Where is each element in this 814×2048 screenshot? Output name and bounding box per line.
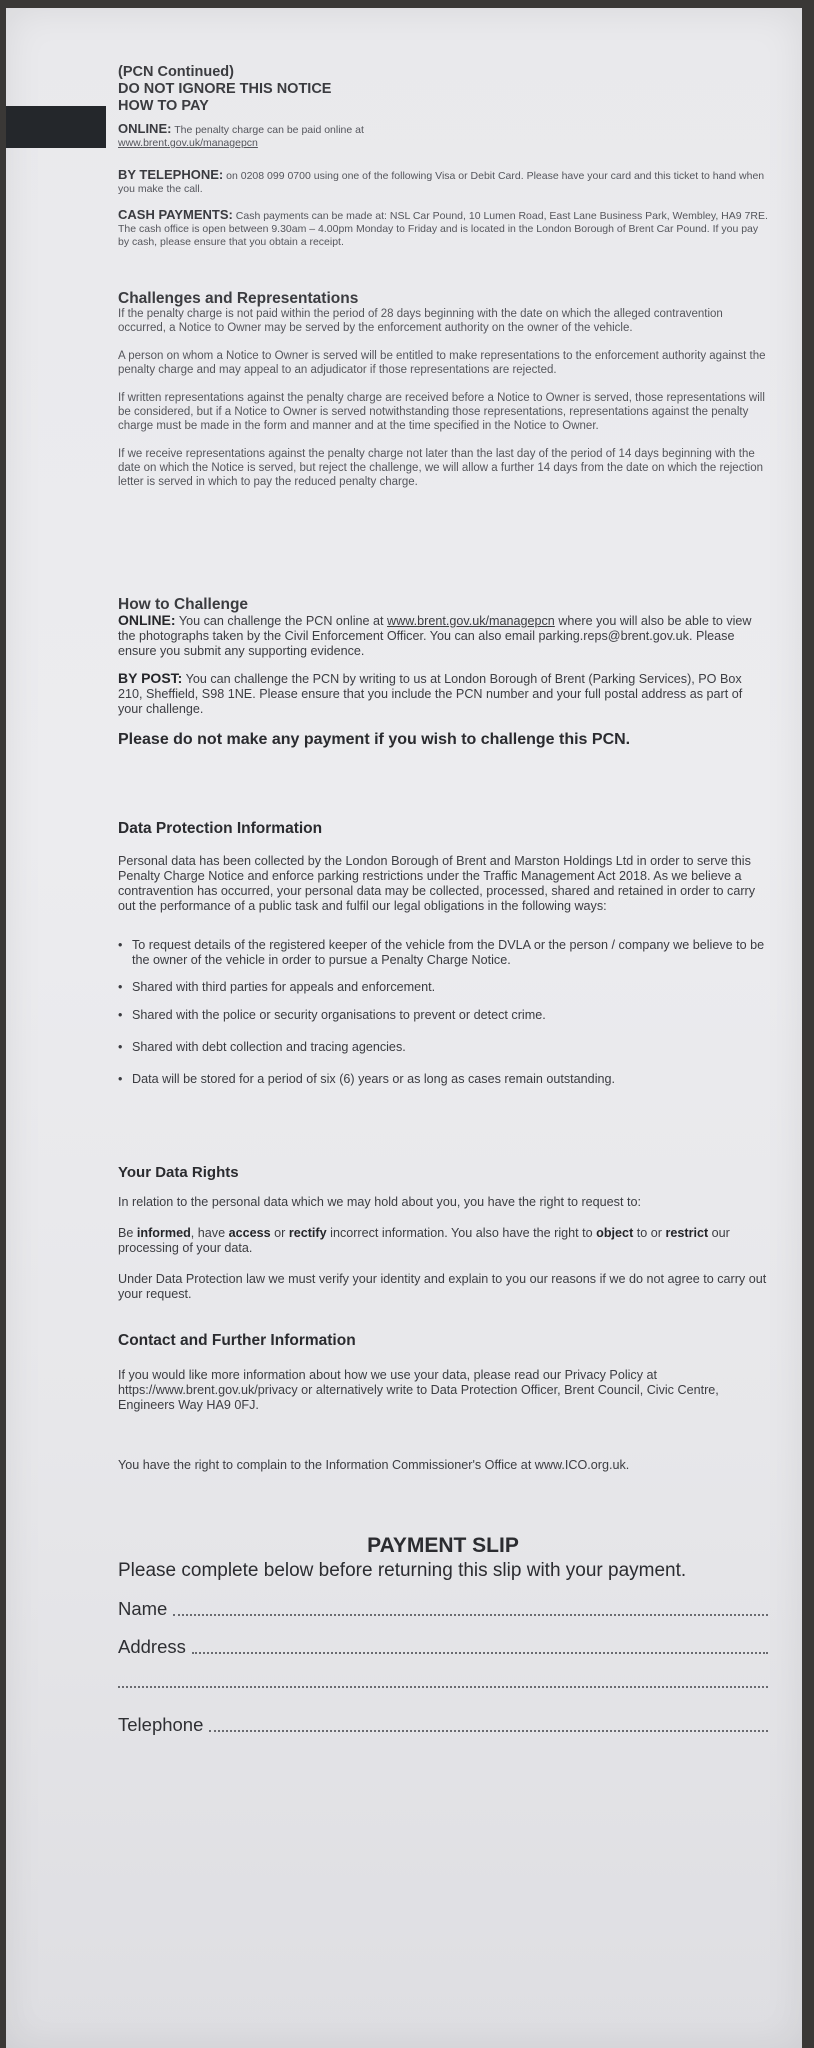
contact-section: [118, 1332, 768, 1413]
rights-text: our processing of your data.: [118, 1226, 730, 1255]
rights-text: or: [270, 1226, 289, 1240]
challenge-online-label: ONLINE:: [118, 612, 176, 628]
telephone-field[interactable]: [118, 1714, 768, 1736]
challenge-post-label: BY POST:: [118, 670, 183, 686]
online-label: ONLINE:: [118, 121, 172, 136]
contact-heading: Contact and Further Information: [118, 1332, 356, 1349]
no-payment-warning: Please do not make any payment if you wish to challenge this PCN.: [118, 731, 631, 748]
online-payment: [118, 122, 558, 150]
how-to-challenge-section: [118, 596, 768, 749]
rights-access: access: [228, 1226, 271, 1240]
ico-text: You have the right to complain to the Information Commissioner's Office at www.ICO.org.uk.: [118, 1458, 630, 1472]
challenge-online-text-2: where you will also be able to view the photographs taken by the Civil Enforcement Officer. You can also email parking.reps@brent.gov.uk. Please ensure you submit any supporting evidence.: [118, 614, 752, 658]
list-item: • Data will be stored for a period of six (6) years or as long as cases remain outstanding.: [118, 1072, 768, 1087]
address-field[interactable]: [118, 1636, 768, 1658]
rights-restrict: restrict: [665, 1226, 709, 1240]
rights-object: object: [596, 1226, 634, 1240]
do-not-ignore-heading: DO NOT IGNORE THIS NOTICE: [118, 81, 332, 97]
rights-text: Be: [118, 1226, 137, 1240]
ico-notice: [118, 1458, 768, 1473]
challenge-online: [118, 613, 768, 659]
challenges-heading: Challenges and Representations: [118, 290, 359, 307]
data-protection-heading: Data Protection Information: [118, 820, 323, 837]
rights-text: , have: [190, 1226, 229, 1240]
telephone-label: Telephone: [118, 1714, 204, 1735]
challenge-online-url[interactable]: www.brent.gov.uk/managepcn: [387, 614, 555, 628]
telephone-line[interactable]: [209, 1718, 768, 1732]
rights-informed: informed: [136, 1226, 191, 1240]
data-rights-section: [118, 1164, 768, 1302]
address-line[interactable]: [192, 1640, 768, 1654]
data-protection-section: [118, 820, 768, 1087]
challenges-p4: If we receive representations against the penalty charge not later than the last day of the period of 14 days beginning with the date on which the Notice is served, but reject the challenge, we will allow a further 14 days from the date on which the rejection letter is served in which to pay the reduced penalty charge.: [118, 448, 763, 488]
rights-text: incorrect information. You also have the right to: [326, 1226, 597, 1240]
cash-text: Cash payments can be made at: NSL Car Pound, 10 Lumen Road, East Lane Business Park, Wembley, HA9 7RE. The cash office is open between 9.30am – 4.00pm Monday to Friday and is located in the London Borough of Brent Car Pound. If you pay by cash, please ensure that you obtain a receipt.: [118, 210, 768, 248]
challenges-p3: If written representations against the penalty charge are received before a Notice to Owner is served, those representations will be considered, but if a Notice to Owner is served notwithstanding those representations, representations against the penalty charge must be made in the form and manner and at the time specified in the Notice to Owner.: [118, 392, 765, 432]
black-margin-mark: [6, 106, 106, 148]
contact-p1: If you would like more information about how we use your data, please read our Privacy Policy at https://www.brent.gov.uk/privacy or alternatively write to Data Protection Officer, Brent Council, Civic Centre, Engineers Way HA9 0FJ.: [118, 1368, 719, 1412]
challenges-p1: If the penalty charge is not paid within the period of 28 days beginning with the date on which the alleged contravention occurred, a Notice to Owner may be served by the enforcement authority on the owner of the vehicle.: [118, 308, 723, 334]
data-rights-p2: [118, 1226, 768, 1256]
cash-label: CASH PAYMENTS:: [118, 207, 233, 222]
data-protection-list: [118, 938, 768, 1087]
data-rights-p3: Under Data Protection law we must verify your identity and explain to you our reasons if we do not agree to carry out your request.: [118, 1272, 767, 1301]
name-label: Name: [118, 1598, 168, 1619]
payment-slip-subtitle: Please complete below before returning this slip with your payment.: [118, 1560, 687, 1581]
pcn-continued: (PCN Continued): [118, 64, 234, 80]
telephone-text: on 0208 099 0700 using one of the following Visa or Debit Card. Please have your card and this ticket to hand when you make the call.: [118, 170, 765, 195]
challenges-section: [118, 290, 768, 489]
payment-slip-title: PAYMENT SLIP: [367, 1534, 519, 1557]
telephone-label: BY TELEPHONE:: [118, 167, 224, 182]
address-label: Address: [118, 1636, 186, 1657]
list-item: • Shared with debt collection and tracing agencies.: [118, 1040, 768, 1055]
pcn-document: [6, 8, 802, 2048]
how-to-pay-heading: HOW TO PAY: [118, 98, 209, 114]
name-field[interactable]: [118, 1598, 768, 1620]
rights-rectify: rectify: [288, 1226, 327, 1240]
list-item: • To request details of the registered keeper of the vehicle from the DVLA or the person / company we believe to be the owner of the vehicle in order to pursue a Penalty Charge Notice.: [118, 938, 768, 968]
address-line-extra[interactable]: [118, 1674, 768, 1688]
cash-payment: [118, 208, 768, 249]
top-headings: [118, 64, 768, 115]
rights-text: to or: [633, 1226, 666, 1240]
data-rights-p1: In relation to the personal data which we may hold about you, you have the right to request to:: [118, 1195, 641, 1209]
challenges-p2: A person on whom a Notice to Owner is served will be entitled to make representations to the enforcement authority against the penalty charge and may appeal to an adjudicator if those representations are rejected.: [118, 350, 766, 376]
challenge-online-text-1: You can challenge the PCN online at: [178, 614, 384, 628]
online-text: The penalty charge can be paid online at: [174, 124, 364, 136]
how-to-challenge-heading: How to Challenge: [118, 596, 249, 613]
address-line-2[interactable]: [118, 1674, 768, 1692]
payment-slip: [118, 1534, 768, 1582]
challenge-post-text: You can challenge the PCN by writing to us at London Borough of Brent (Parking Services), PO Box 210, Sheffield, S98 1NE. Please ensure that you include the PCN number and your full postal address as part of your challenge.: [118, 672, 743, 716]
challenge-post: [118, 671, 768, 717]
online-url[interactable]: www.brent.gov.uk/managepcn: [118, 137, 258, 149]
data-protection-intro: Personal data has been collected by the London Borough of Brent and Marston Holdings Ltd in order to serve this Penalty Charge Notice and enforce parking restrictions under the Traffic Management Act 2018. As we believe a contravention has occurred, your personal data may be collected, processed, shared and retained in order to carry out the performance of a public task and fulfil our legal obligations in the following ways:: [118, 854, 756, 913]
list-item: • Shared with third parties for appeals and enforcement.: [118, 980, 768, 995]
list-item: • Shared with the police or security organisations to prevent or detect crime.: [118, 1008, 768, 1023]
data-rights-heading: Your Data Rights: [118, 1164, 239, 1181]
name-line[interactable]: [173, 1602, 768, 1616]
telephone-payment: [118, 168, 768, 196]
